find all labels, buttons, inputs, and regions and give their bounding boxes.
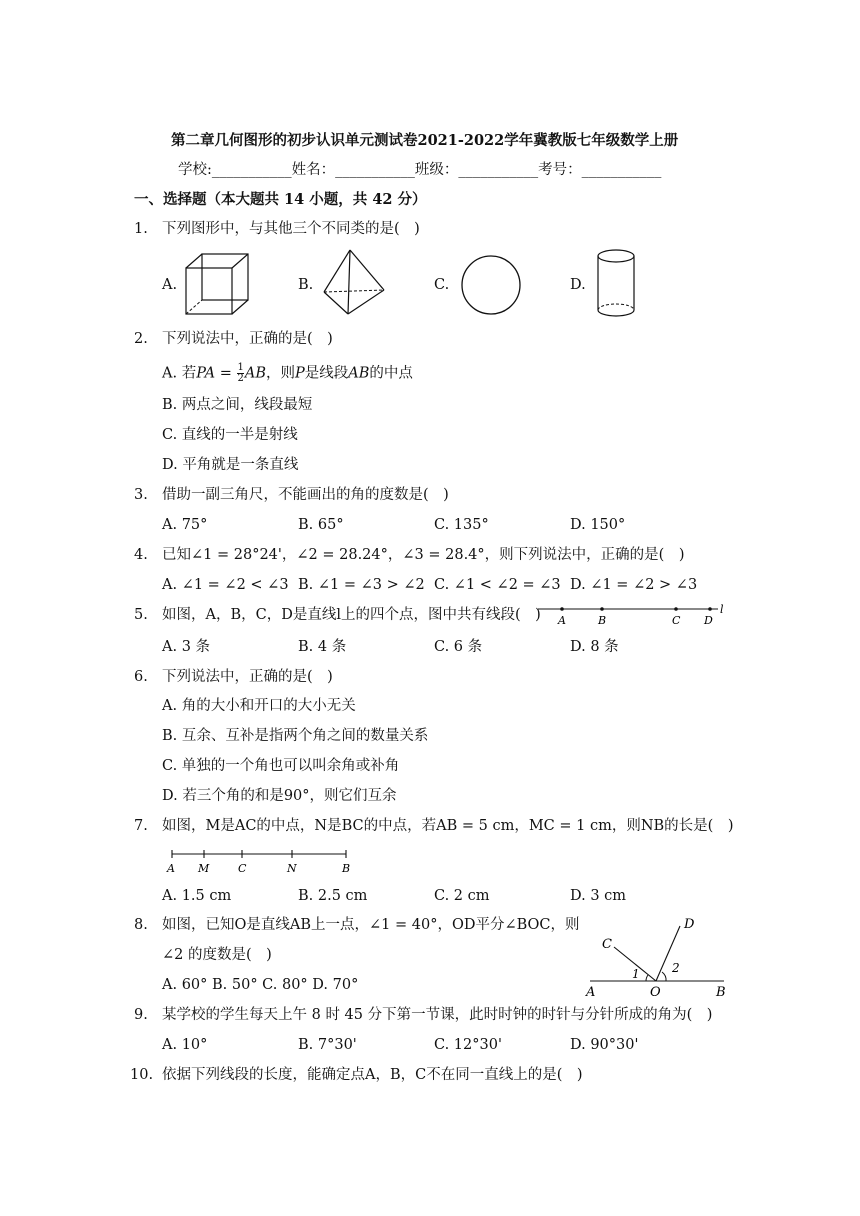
q1-option-c: C. — [434, 277, 450, 293]
q9-option-d: D. 90°30' — [570, 1037, 639, 1053]
q8-label-1: 1 — [632, 967, 640, 981]
q1-stem: 下列图形中，与其他三个不同类的是( ) — [162, 221, 420, 237]
q3-option-c: C. 135° — [434, 517, 489, 533]
q4-option-b: B. ∠1 = ∠3 > ∠2 — [298, 577, 425, 593]
q3-option-a: A. 75° — [162, 517, 208, 533]
q7-number: 7. — [134, 818, 148, 834]
q7-option-a: A. 1.5 cm — [162, 888, 232, 904]
page-title: 第二章几何图形的初步认识单元测试卷2021-2022学年冀教版七年级数学上册 — [171, 132, 679, 149]
cube-figure — [180, 252, 252, 318]
q8-label-b: B — [716, 985, 726, 1000]
q9-option-a: A. 10° — [162, 1037, 208, 1053]
q5-label-a: A — [558, 614, 566, 627]
q5-label-d: D — [704, 614, 713, 627]
q8-stem-line1: 如图，已知O是直线AB上一点，∠1 = 40°，OD平分∠BOC，则 — [162, 917, 580, 933]
q10-stem: 依据下列线段的长度，能确定点A，B，C不在同一直线上的是( ) — [162, 1067, 583, 1083]
q5-option-c: C. 6 条 — [434, 639, 483, 655]
q5-label-b: B — [598, 614, 607, 627]
section-heading: 一、选择题（本大题共 14 小题，共 42 分） — [134, 191, 427, 208]
q10-number: 10. — [130, 1067, 154, 1083]
q8-label-c: C — [602, 937, 612, 952]
q3-option-d: D. 150° — [570, 517, 626, 533]
q3-option-b: B. 65° — [298, 517, 344, 533]
q7-label-c: C — [238, 862, 247, 875]
q6-option-a: A. 角的大小和开口的大小无关 — [162, 698, 356, 714]
q5-number: 5. — [134, 607, 148, 623]
q8-label-o: O — [650, 985, 661, 1000]
q5-option-b: B. 4 条 — [298, 639, 347, 655]
q5-option-d: D. 8 条 — [570, 639, 619, 655]
q8-angle-figure — [580, 914, 730, 1000]
q7-stem: 如图，M是AC的中点，N是BC的中点，若AB = 5 cm，MC = 1 cm，则NB的长是( ) — [162, 818, 734, 834]
q2-option-a: A. 若PA = $\frac{1}{2}$ AB，则P是线段AB的中点 — [162, 362, 413, 384]
q7-label-a: A — [167, 862, 175, 875]
q7-option-c: C. 2 cm — [434, 888, 490, 904]
q5-label-c: C — [672, 614, 681, 627]
q4-option-c: C. ∠1 < ∠2 = ∠3 — [434, 577, 561, 593]
q9-option-c: C. 12°30' — [434, 1037, 502, 1053]
q7-option-b: B. 2.5 cm — [298, 888, 368, 904]
q3-number: 3. — [134, 487, 148, 503]
q9-option-b: B. 7°30' — [298, 1037, 357, 1053]
q8-label-d: D — [684, 917, 695, 932]
circle-figure — [458, 254, 524, 320]
cylinder-figure — [594, 248, 640, 320]
q6-option-c: C. 单独的一个角也可以叫余角或补角 — [162, 758, 400, 774]
q1-option-d: D. — [570, 277, 586, 293]
q7-option-d: D. 3 cm — [570, 888, 627, 904]
q2-option-c: C. 直线的一半是射线 — [162, 427, 298, 443]
q2-option-b: B. 两点之间，线段最短 — [162, 397, 313, 413]
q7-label-m: M — [198, 862, 210, 875]
q9-number: 9. — [134, 1007, 148, 1023]
q2-stem: 下列说法中，正确的是( ) — [162, 331, 333, 347]
q7-label-b: B — [342, 862, 351, 875]
q1-option-a: A. — [162, 277, 178, 293]
q8-label-a: A — [586, 985, 596, 1000]
q8-label-2: 2 — [672, 961, 680, 975]
q2-number: 2. — [134, 331, 148, 347]
q4-number: 4. — [134, 547, 148, 563]
q3-stem: 借助一副三角尺，不能画出的角的度数是( ) — [162, 487, 449, 503]
q5-option-a: A. 3 条 — [162, 639, 211, 655]
q6-option-b: B. 互余、互补是指两个角之间的数量关系 — [162, 728, 429, 744]
q8-options: A. 60° B. 50° C. 80° D. 70° — [162, 977, 359, 993]
q5-label-l: l — [720, 603, 724, 616]
q9-stem: 某学校的学生每天上午 8 时 45 分下第一节课，此时时钟的时针与分针所成的角为( ) — [162, 1007, 713, 1023]
q2-option-d: D. 平角就是一条直线 — [162, 457, 299, 473]
q6-number: 6. — [134, 669, 148, 685]
q4-stem: 已知∠1 = 28°24'，∠2 = 28.24°，∠3 = 28.4°，则下列说法中，正确的是( ) — [162, 547, 685, 563]
q7-segment-figure — [162, 848, 358, 876]
student-info-line: 学校:___________姓名：___________班级：___________考号：___________ — [178, 162, 662, 178]
q1-option-b: B. — [298, 277, 314, 293]
pyramid-figure — [320, 248, 390, 318]
q1-number: 1. — [134, 221, 148, 237]
q4-option-d: D. ∠1 = ∠2 > ∠3 — [570, 577, 698, 593]
q5-stem: 如图，A，B，C，D是直线l上的四个点，图中共有线段( ) — [162, 607, 541, 623]
q8-stem-line2: ∠2 的度数是( ) — [162, 947, 272, 963]
q7-label-n: N — [287, 862, 297, 875]
q5-line-figure — [536, 600, 730, 628]
q8-number: 8. — [134, 917, 148, 933]
q6-option-d: D. 若三个角的和是90°，则它们互余 — [162, 788, 397, 804]
q4-option-a: A. ∠1 = ∠2 < ∠3 — [162, 577, 289, 593]
q6-stem: 下列说法中，正确的是( ) — [162, 669, 333, 685]
